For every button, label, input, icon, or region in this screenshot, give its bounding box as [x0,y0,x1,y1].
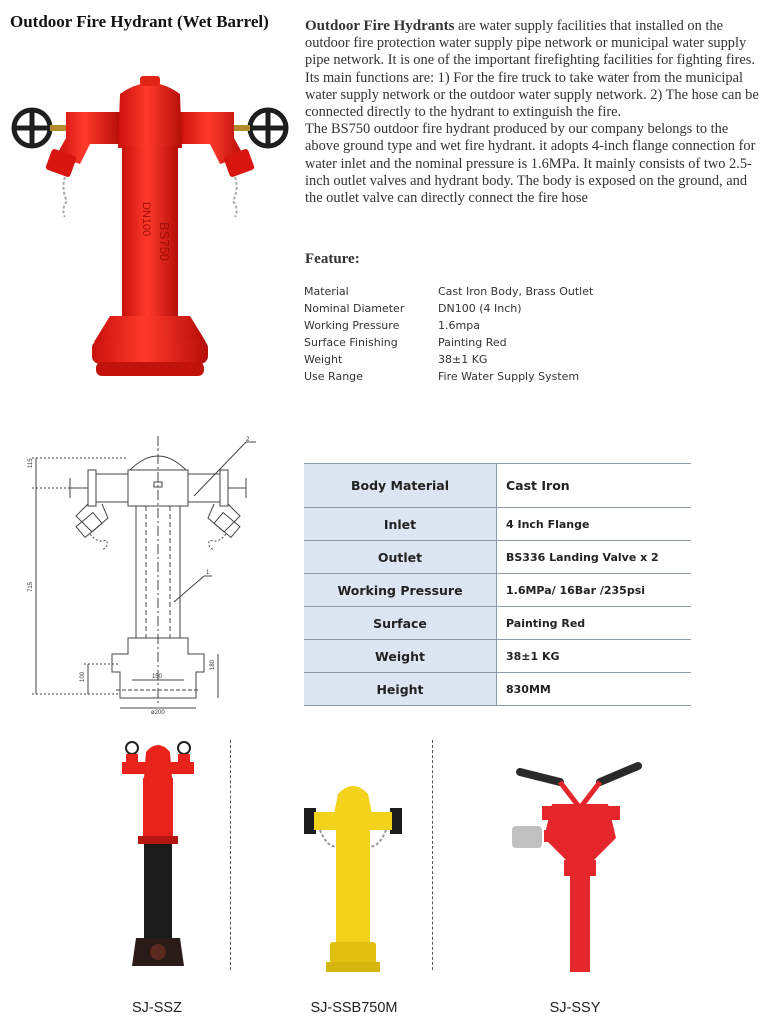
feature-key: Working Pressure [304,319,400,332]
spec-key: Inlet [304,508,497,541]
feature-row [304,351,593,368]
spec-value: BS336 Landing Valve x 2 [497,541,692,574]
dim-115: 115 [28,458,34,468]
spec-value: 4 Inch Flange [497,508,692,541]
handwheel-right [250,110,286,146]
dim-180: 180 [210,659,216,670]
feature-key: Nominal Diameter [304,302,405,315]
bs-marking: BS750 [157,222,172,262]
intro-p1: are water supply facilities that installed on the outdoor fire protection water supply pipe network or municipal water supply pipe network. It is one of the important firefighting facilities for fighting fires. Its main functions are: 1) For the fire truck to take water from the municipal water supply network or the outdoor water supply network. 2) The hose can be connected directly to the hydrant to extinguish the fire. [305,18,759,121]
spec-value: 38±1 KG [497,640,692,673]
feature-key: Material [304,285,349,298]
spec-value: 830MM [497,673,692,706]
feature-value: DN100 (4 Inch) [438,302,522,315]
spec-key: Working Pressure [304,574,497,607]
table-row [304,464,691,508]
spec-value: 1.6MPa/ 16Bar /235psi [497,574,692,607]
handwheel-left [14,110,50,146]
divider-1 [230,740,231,970]
feature-value: 1.6mpa [438,319,480,332]
feature-heading: Feature: [305,251,360,267]
product-sj-ssy-photo [506,756,642,976]
dim-715: 715 [28,581,34,592]
table-row [304,574,691,607]
intro-text [305,18,765,207]
product-sj-ssb750m-photo [300,784,406,974]
spec-value: Painting Red [497,607,692,640]
dim-100: 100 [80,671,86,682]
feature-key: Use Range [304,370,363,383]
product-label-sj-ssy: SJ-SSY [549,1000,601,1016]
spec-key: Outlet [304,541,497,574]
part1-label: 1 [206,570,210,576]
divider-2 [432,740,433,970]
hydrant-photo [10,72,290,392]
feature-row [304,334,593,351]
feature-row [304,283,593,300]
technical-drawing [18,432,280,716]
part2-label: 2 [246,437,250,443]
feature-row [304,368,593,385]
feature-table [304,283,593,385]
feature-value: Cast Iron Body, Brass Outlet [438,285,594,298]
table-row [304,640,691,673]
feature-value: Fire Water Supply System [438,370,580,383]
feature-key: Weight [304,353,343,366]
feature-row [304,317,593,334]
spec-table [304,463,691,706]
spec-key: Height [304,673,497,706]
feature-row [304,300,593,317]
product-label-sj-ssz: SJ-SSZ [132,1000,182,1016]
intro-p2: The BS750 outdoor fire hydrant produced by our company belongs to the above ground type and wet fire hydrant. it adopts 4-inch flange connection for water inlet and the nominal pressure is 1.6MPa. It mainly consists of two 2.5-inch outlet valves and hydrant body. The body is exposed on the ground, and the outlet valve can directly connect the fire hose [305,121,756,207]
feature-value: 38±1 KG [438,353,488,366]
product-sj-ssz-photo [114,738,204,973]
page-title: Outdoor Fire Hydrant (Wet Barrel) [10,12,269,31]
table-row [304,541,691,574]
spec-key: Body Material [304,464,497,508]
feature-value: Painting Red [438,336,507,349]
spec-key: Surface [304,607,497,640]
table-row [304,607,691,640]
dn-marking: DN100 [140,202,152,237]
dim-150: 150 [152,674,163,680]
product-label-sj-ssb750m: SJ-SSB750M [310,1000,398,1016]
feature-key: Surface Finishing [304,336,398,349]
spec-value: Cast Iron [497,464,692,508]
table-row [304,673,691,706]
dim-200: ø200 [151,710,165,716]
spec-key: Weight [304,640,497,673]
intro-lead: Outdoor Fire Hydrants [305,18,455,34]
table-row [304,508,691,541]
